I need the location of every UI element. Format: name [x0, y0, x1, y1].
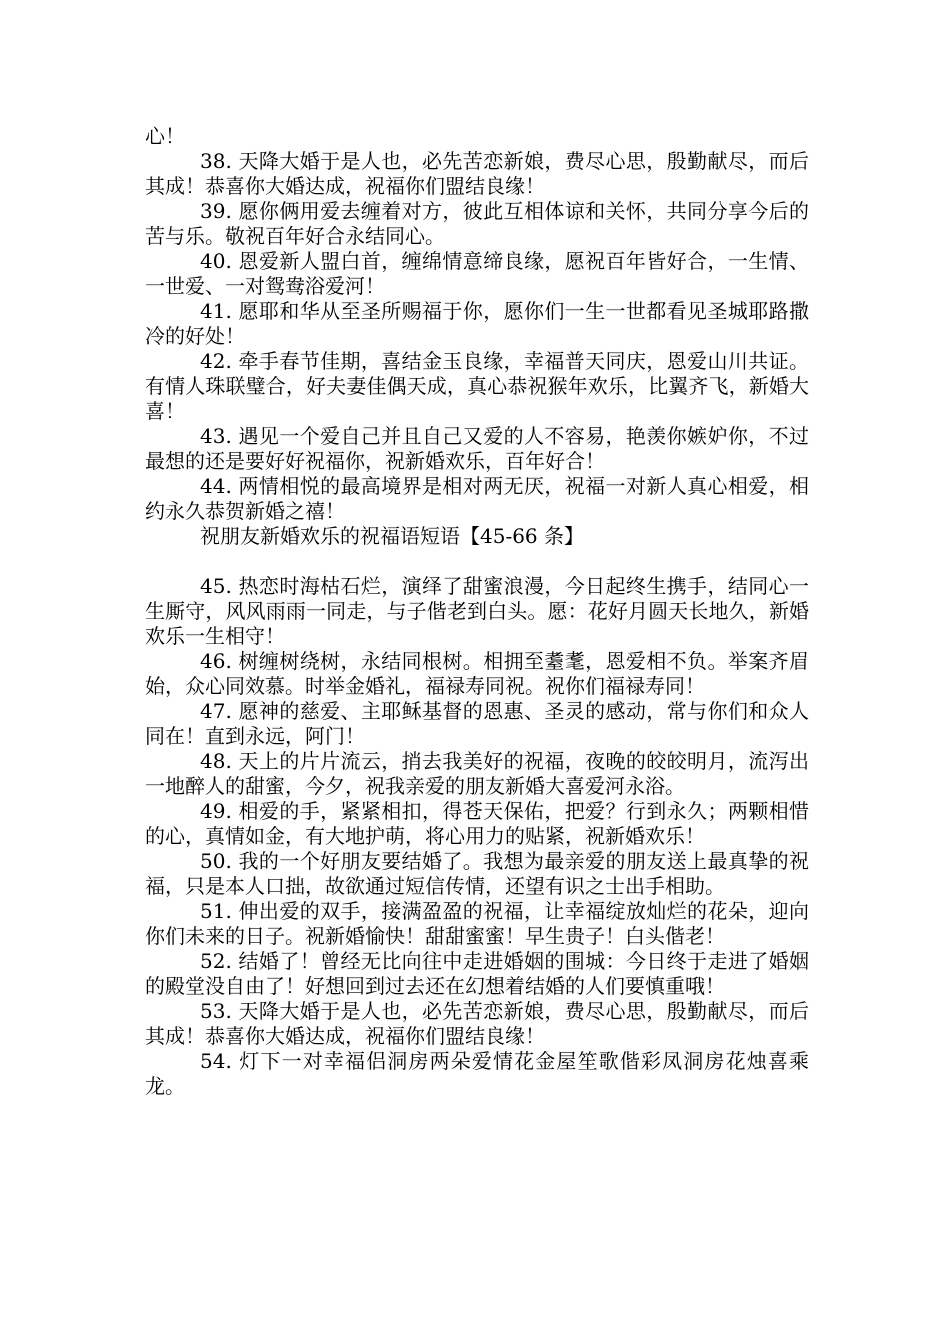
list-item: 45. 热恋时海枯石烂，演绎了甜蜜浪漫，今日起终生携手，结同心一生厮守，风风雨雨一同走，与子偕老到白头。愿：花好月圆天长地久，新婚欢乐一生相守！ [145, 574, 809, 648]
list-item: 44. 两情相悦的最高境界是相对两无厌，祝福一对新人真心相爱，相约永久恭贺新婚之禧！ [145, 474, 809, 523]
list-item: 46. 树缠树绕树，永结同根树。相拥至耋耄，恩爱相不负。举案齐眉始，众心同效慕。时举金婚礼，福禄寿同祝。祝你们福禄寿同！ [145, 649, 809, 698]
list-item: 51. 伸出爱的双手，接满盈盈的祝福，让幸福绽放灿烂的花朵，迎向你们未来的日子。祝新婚愉快！甜甜蜜蜜！早生贵子！白头偕老！ [145, 899, 809, 948]
document-page [145, 124, 809, 1099]
list-item: 40. 恩爱新人盟白首，缠绵情意缔良缘，愿祝百年皆好合，一生情、一世爱、一对鸳鸯浴爱河！ [145, 249, 809, 298]
list-item: 50. 我的一个好朋友要结婚了。我想为最亲爱的朋友送上最真挚的祝福，只是本人口拙，故欲通过短信传情，还望有识之士出手相助。 [145, 849, 809, 898]
blessings-list-part-1 [145, 149, 809, 524]
blank-line [145, 549, 809, 574]
list-item: 49. 相爱的手，紧紧相扣，得苍天保佑，把爱？行到永久；两颗相惜的心，真情如金，有大地护萌，将心用力的贴紧，祝新婚欢乐！ [145, 799, 809, 848]
list-item: 43. 遇见一个爱自己并且自己又爱的人不容易，艳羡你嫉妒你，不过最想的还是要好好祝福你，祝新婚欢乐，百年好合！ [145, 424, 809, 473]
continuation-fragment: 心！ [145, 124, 185, 148]
list-item: 52. 结婚了！曾经无比向往中走进婚姻的围城：今日终于走进了婚姻的殿堂没自由了！好想回到过去还在幻想着结婚的人们要慎重哦！ [145, 949, 809, 998]
list-item: 39. 愿你俩用爱去缠着对方，彼此互相体谅和关怀，共同分享今后的苦与乐。敬祝百年好合永结同心。 [145, 199, 809, 248]
list-item: 42. 牵手春节佳期，喜结金玉良缘，幸福普天同庆，恩爱山川共证。有情人珠联璧合，好夫妻佳偶天成，真心恭祝猴年欢乐，比翼齐飞，新婚大喜！ [145, 349, 809, 423]
list-item: 47. 愿神的慈爱、主耶稣基督的恩惠、圣灵的感动，常与你们和众人同在！直到永远，阿门！ [145, 699, 809, 748]
list-item: 38. 天降大婚于是人也，必先苦恋新娘，费尽心思，殷勤献尽，而后其成！恭喜你大婚达成，祝福你们盟结良缘！ [145, 149, 809, 198]
list-item: 54. 灯下一对幸福侣洞房两朵爱情花金屋笙歌偕彩凤洞房花烛喜乘龙。 [145, 1049, 809, 1098]
list-item: 53. 天降大婚于是人也，必先苦恋新娘，费尽心思，殷勤献尽，而后其成！恭喜你大婚达成，祝福你们盟结良缘！ [145, 999, 809, 1048]
section-heading: 祝朋友新婚欢乐的祝福语短语【45-66 条】 [200, 524, 585, 548]
list-item: 41. 愿耶和华从至圣所赐福于你，愿你们一生一世都看见圣城耶路撒冷的好处！ [145, 299, 809, 348]
blessings-list-part-2 [145, 574, 809, 1099]
list-item: 48. 天上的片片流云，捎去我美好的祝福，夜晚的皎皎明月，流泻出一地醉人的甜蜜，今夕，祝我亲爱的朋友新婚大喜爱河永浴。 [145, 749, 809, 798]
